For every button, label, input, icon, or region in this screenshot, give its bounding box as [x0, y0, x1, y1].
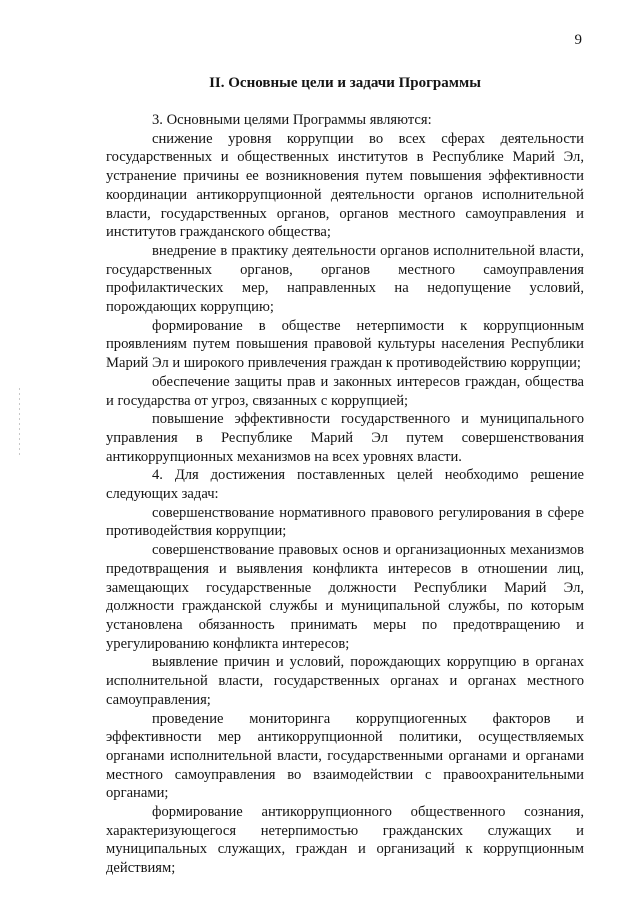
- paragraph-goal-corruption-reduction: снижение уровня коррупции во всех сферах деятельности государственных и общественных институтов в Республике Марий Эл, устранение причины ее возникновения путем повышения эффективности координации антикоррупционной деятельности органов исполнительной власти, государственных органов, органов местного самоуправления и институтов гражданского общества;: [106, 130, 584, 241]
- paragraph-goal-rights-protection: обеспечение защиты прав и законных интересов граждан, общества и государства от угроз, связанных с коррупцией;: [106, 373, 584, 409]
- paragraph-tasks-intro: 4. Для достижения поставленных целей необходимо решение следующих задач:: [106, 467, 584, 503]
- paragraph-goals-intro: 3. Основными целями Программы являются:: [152, 112, 432, 128]
- paragraph-task-monitoring: проведение мониторинга коррупциогенных факторов и эффективности мер антикоррупционной политики, осуществляемых органами исполнительной власти, государственными органами и органами местного самоуправления во взаимодействии с правоохранительными органами;: [106, 710, 584, 802]
- paragraph-task-identify-causes: выявление причин и условий, порождающих коррупцию в органах исполнительной власти, государственных органах и органах местного самоуправления;: [106, 654, 584, 708]
- document-body: [106, 74, 584, 878]
- paragraph-task-conflict-of-interest: совершенствование правовых основ и организационных механизмов предотвращения и выявления конфликта интересов в отношении лиц, замещающих государственные должности Республики Марий Эл, должности гражданской службы и муниципальной службы, по которым установлена обязанность принимать меры по предотвращению и урегулированию конфликта интересов;: [106, 542, 584, 652]
- scan-edge-mark: [19, 388, 20, 458]
- paragraph-goal-preventive-measures: внедрение в практику деятельности органов исполнительной власти, государственных органов, органов местного самоуправления профилактических мер, направленных на недопущение условий, порождающих коррупцию;: [106, 242, 584, 316]
- paragraph-task-regulation: совершенствование нормативного правового регулирования в сфере противодействия коррупции;: [106, 504, 584, 540]
- section-title: II. Основные цели и задачи Программы: [209, 75, 481, 91]
- paragraph-task-public-awareness: формирование антикоррупционного общественного сознания, характеризующегося нетерпимостью гражданских служащих и муниципальных служащих, граждан и организаций к коррупционным действиям;: [106, 804, 584, 877]
- paragraph-goal-intolerance: формирование в обществе нетерпимости к коррупционным проявлениям путем повышения правовой культуры населения Республики Марий Эл и широкого привлечения граждан к противодействию коррупции;: [106, 317, 584, 372]
- paragraph-goal-management-efficiency: повышение эффективности государственного и муниципального управления в Республике Марий Эл путем совершенствования антикоррупционных механизмов на всех уровнях власти.: [106, 411, 584, 465]
- page-number: 9: [574, 32, 582, 48]
